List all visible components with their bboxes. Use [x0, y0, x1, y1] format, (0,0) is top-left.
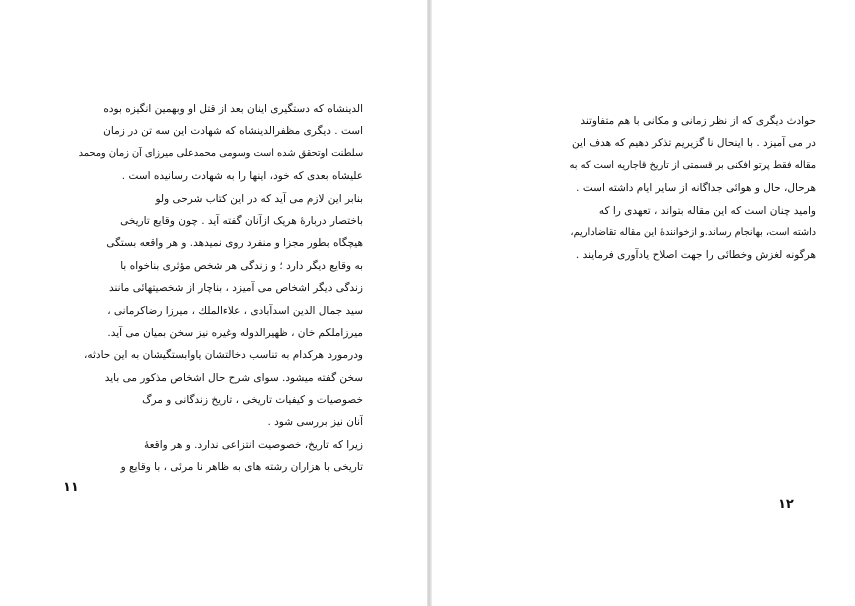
right-page	[432, 0, 855, 606]
text-line: علیشاه بعدی که خود، اینها را به شهادت رسانیده است .	[121, 170, 363, 183]
text-line: در می آمیزد . با اینحال نا گزیریم تذکر دهیم که هدف این	[572, 137, 816, 150]
text-line: وامید چنان است که این مقاله بتواند ، تعهدی را که	[598, 204, 816, 217]
text-line: سلطنت اوتحقق شده است وسومی محمدعلی میرزای آن زمان ومحمد	[78, 147, 363, 159]
left-page	[0, 0, 427, 606]
text-line: است . دیگری مظفرالدینشاه که شهادت این سه تن در زمان	[103, 125, 363, 138]
left-page-text	[77, 98, 363, 479]
page-number-left: ۱۱	[63, 480, 79, 495]
text-line: حوادث دیگری که از نظر زمانی و مکانی با هم متفاوتند	[580, 115, 816, 127]
text-line: میرزاملکم خان ، ظهیرالدوله وغیره نیز سخن بمیان می آید.	[107, 326, 363, 339]
text-line: به وقایع دیگر دارد ؛ و زندگی هر شخص مؤثری بناخواه با	[120, 259, 363, 272]
text-line: مقاله فقط پرتو افکنی بر قسمتی از تاریخ قاجاریه است که به	[569, 159, 816, 171]
text-line: ودرمورد هرکدام به تناسب دخالتشان یاوابستگیشان به این حادثه،	[83, 349, 363, 362]
text-line: تاریخی با هزاران رشته های به ظاهر نا مرئی ، با وقایع و	[120, 461, 363, 474]
text-line: هرحال، حال و هوائی جداگانه از سایر ایام داشته است .	[576, 182, 816, 195]
text-line: آنان نیز بررسی شود .	[267, 416, 363, 429]
text-line: زیرا که تاریخ، خصوصیت انتزاعی ندارد. و هر واقعهٔ	[143, 438, 363, 451]
text-line: خصوصیات و کیفیات تاریخی ، تاریخ زندگانی و مرگ	[142, 394, 363, 407]
right-page-text	[569, 110, 816, 267]
text-line: الدینشاه که دستگیری اینان بعد از قتل او وبهمین انگیزه بوده	[103, 103, 363, 115]
page-number-right: ۱۲	[778, 497, 794, 512]
text-line: داشته است، بهانجام رساند.و ازخوانندهٔ این مقاله تقاضاداریم،	[570, 226, 816, 238]
text-line: زندگی دیگر اشخاص می آمیزد ، بناچار از شخصیتهائی مانند	[108, 282, 363, 295]
text-line: باختصار دربارهٔ هریک ازآنان گفته آید . چون وقایع تاریخی	[120, 214, 363, 227]
text-line: هرگونه لغزش وخطائی را جهت اصلاح یادآوری فرمایند .	[575, 249, 816, 262]
text-line: هیچگاه بطور مجزا و منفرد روی نمیدهد. و هر واقعه بستگی	[106, 237, 363, 250]
text-line: سید جمال الدین اسدآبادی ، علاءالملك ، میرزا رضاکرمانی ،	[107, 304, 363, 317]
text-line: بنابر این لازم می آید که در این کتاب شرحی ولو	[155, 192, 363, 205]
text-line: سخن گفته میشود. سوای شرح حال اشخاص مذکور می باید	[104, 371, 363, 384]
